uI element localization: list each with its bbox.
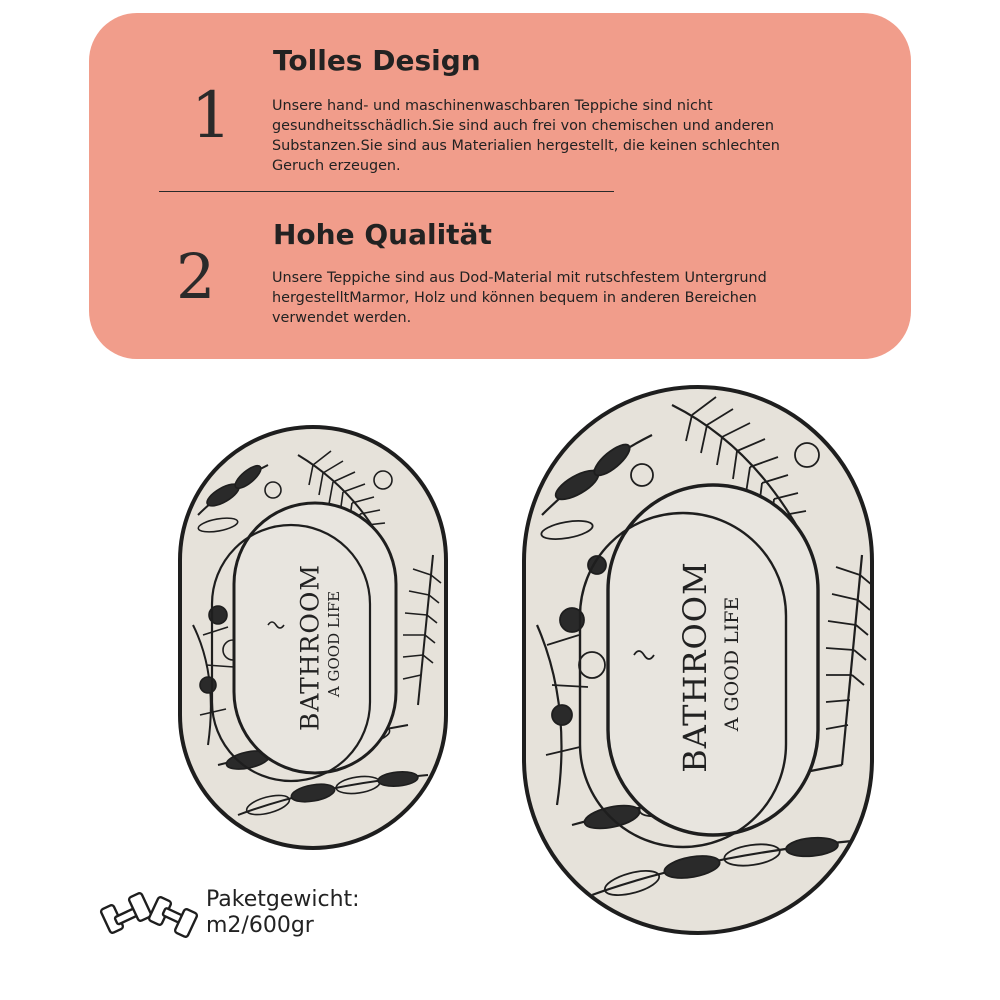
package-weight [99,882,399,952]
rug-small-title: BATHROOM [295,564,325,731]
feature-text-1 [272,96,862,176]
package-weight-label [206,887,360,939]
feature-text-2-line: Unsere Teppiche sind aus Dod-Material mit rutschfestem Untergrund [272,270,767,286]
feature-text-1-line: Geruch erzeugen. [272,158,401,174]
dumbbell-icon [99,882,199,942]
rug-large-image [522,385,874,935]
feature-text-1-line: gesundheitsschädlich.Sie sind auch frei von chemischen und anderen [272,118,775,134]
feature-text-2 [272,268,862,328]
feature-title-2: Hohe Qualität [273,218,492,251]
rug-small-subtitle: A GOOD LIFE [325,590,343,698]
feature-text-2-line: hergestelltMarmor, Holz und können bequem in anderen Bereichen [272,290,757,306]
feature-number-2: 2 [176,240,216,313]
feature-text-1-line: Unsere hand- und maschinenwaschbaren Teppiche sind nicht [272,98,713,114]
feature-title-1: Tolles Design [273,44,481,77]
package-weight-label-line1: Paketgewicht: [206,887,360,912]
package-weight-value: m2/600gr [206,913,314,938]
rug-large-subtitle: A GOOD LIFE [721,596,743,732]
feature-number-1: 1 [191,79,232,153]
rug-small-image [178,425,448,850]
feature-text-1-line: Substanzen.Sie sind aus Materialien hergestellt, die keinen schlechten [272,138,780,154]
feature-text-2-line: verwendet werden. [272,310,412,326]
feature-divider [159,191,614,192]
rug-large-title: BATHROOM [676,561,714,773]
